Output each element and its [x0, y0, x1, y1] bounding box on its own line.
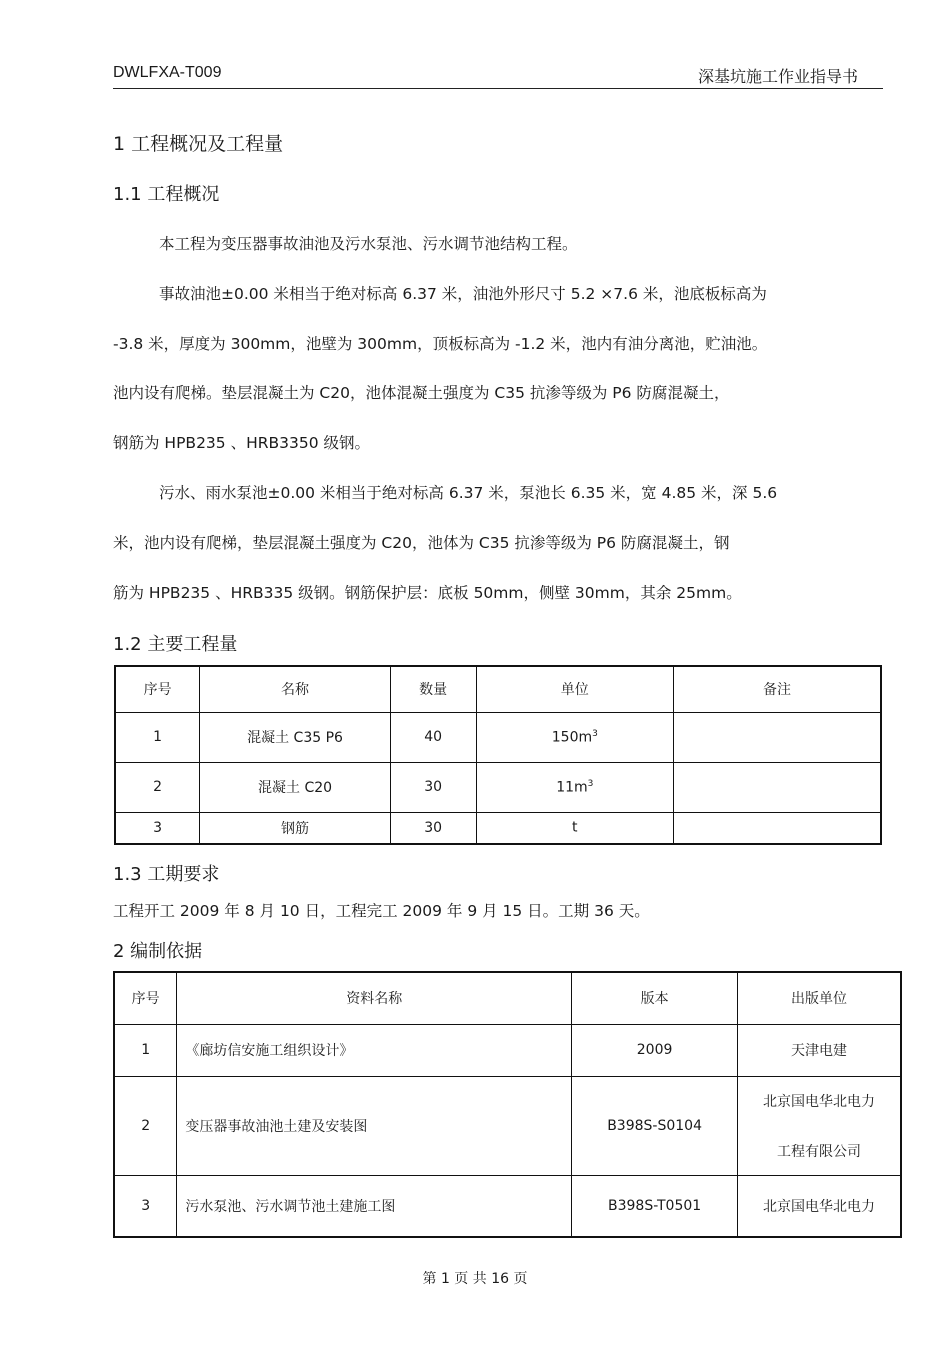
references-table: [113, 971, 902, 1238]
section-2-title: 2 编制依据: [113, 941, 203, 962]
cell-name: 混凝土 C20: [200, 762, 390, 812]
cell-name: 钢筋: [200, 812, 390, 844]
paragraph-line: 钢筋为 HPB235 、HRB3350 级钢。: [113, 434, 371, 452]
cell-unit: t: [476, 812, 674, 844]
table-row: [114, 1024, 901, 1076]
paragraph-line: 事故油池±0.00 米相当于绝对标高 6.37 米，油池外形尺寸 5.2 ×7.6 米，池底板标高为: [159, 285, 767, 303]
cell-name: 混凝土 C35 P6: [200, 712, 390, 762]
cell-qty: 30: [390, 812, 476, 844]
header-cell: 资料名称: [177, 972, 572, 1024]
schedule-text: 工程开工 2009 年 8 月 10 日，工程完工 2009 年 9 月 15 日。工期 36 天。: [113, 902, 650, 920]
paragraph-line: 本工程为变压器事故油池及污水泵池、污水调节池结构工程。: [159, 235, 578, 253]
cell-publisher: 北京国电华北电力: [737, 1175, 901, 1237]
cell-unit: $150m^3$: [476, 712, 674, 762]
header-divider: [113, 88, 883, 89]
cell-version: 2009: [572, 1024, 738, 1076]
header-cell: 序号: [114, 972, 177, 1024]
cell-publisher: [737, 1076, 901, 1175]
table-row: [114, 1175, 901, 1237]
publisher-line: 工程有限公司: [776, 1143, 861, 1160]
cell-qty: 30: [390, 762, 476, 812]
cell-doc-name: 《廊坊信安施工组织设计》: [177, 1024, 572, 1076]
paragraph-line: -3.8 米，厚度为 300mm，池壁为 300mm，顶板标高为 -1.2 米，池内有油分离池，贮油池。: [113, 335, 768, 353]
header-cell: 单位: [476, 666, 674, 712]
paragraph-line: 米，池内设有爬梯，垫层混凝土强度为 C20，池体为 C35 抗渗等级为 P6 防腐混凝土，钢: [113, 534, 730, 552]
table-row: [115, 812, 881, 844]
section-1-3-title: 1.3 工期要求: [113, 864, 220, 885]
document-code: DWLFXA-T009: [113, 64, 222, 81]
section-1-title: 1 工程概况及工程量: [113, 133, 284, 155]
cell-no: 3: [115, 812, 200, 844]
cell-doc-name: 变压器事故油池土建及安装图: [177, 1076, 572, 1175]
cell-doc-name: 污水泵池、污水调节池土建施工图: [177, 1175, 572, 1237]
quantities-table: [114, 665, 882, 845]
cell-qty: 40: [390, 712, 476, 762]
cell-no: 2: [115, 762, 200, 812]
table-row: [114, 1076, 901, 1175]
paragraph-line: 污水、雨水泵池±0.00 米相当于绝对标高 6.37 米，泵池长 6.35 米，宽 4.85 米，深 5.6: [159, 484, 778, 502]
header-cell: 名称: [200, 666, 390, 712]
cell-publisher: 天津电建: [737, 1024, 901, 1076]
cell-no: 3: [114, 1175, 177, 1237]
cell-unit: $11m^3$: [476, 762, 674, 812]
paragraph-line: 筋为 HPB235 、HRB335 级钢。钢筋保护层：底板 50mm，侧壁 30mm，其余 25mm。: [113, 584, 742, 602]
cell-version: B398S-S0104: [572, 1076, 738, 1175]
cell-no: 1: [115, 712, 200, 762]
page-number: 第 1 页 共 16 页: [422, 1271, 528, 1287]
cell-no: 1: [114, 1024, 177, 1076]
paragraph-line: 池内设有爬梯。垫层混凝土为 C20，池体混凝土强度为 C35 抗渗等级为 P6 防腐混凝土，: [113, 384, 730, 402]
cell-note: [674, 762, 881, 812]
section-1-1-title: 1.1 工程概况: [113, 184, 220, 205]
header-cell: 版本: [572, 972, 738, 1024]
cell-note: [674, 712, 881, 762]
header-cell: 序号: [115, 666, 200, 712]
table-header-row: [114, 972, 901, 1024]
header-cell: 数量: [390, 666, 476, 712]
table-row: [115, 762, 881, 812]
header-cell: 出版单位: [737, 972, 901, 1024]
publisher-line: 北京国电华北电力: [762, 1093, 875, 1110]
section-1-2-title: 1.2 主要工程量: [113, 634, 238, 655]
header-cell: 备注: [674, 666, 881, 712]
cell-version: B398S-T0501: [572, 1175, 738, 1237]
table-row: [115, 712, 881, 762]
cell-no: 2: [114, 1076, 177, 1175]
cell-note: [674, 812, 881, 844]
document-title: 深基坑施工作业指导书: [697, 67, 858, 86]
table-header-row: [115, 666, 881, 712]
